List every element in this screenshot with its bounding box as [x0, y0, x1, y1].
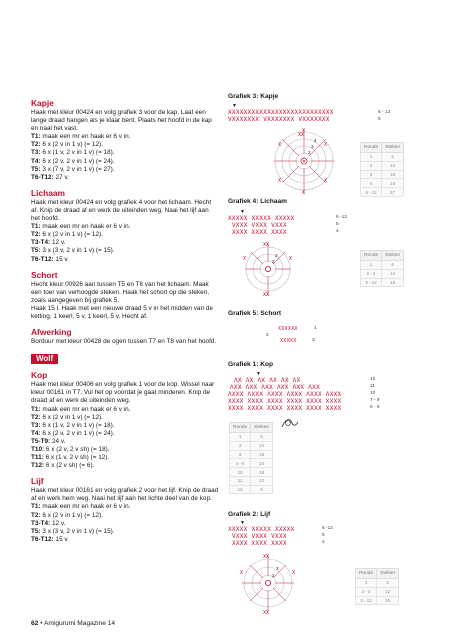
round-label: T3-T4:: [31, 239, 51, 247]
section-lichaam: [31, 188, 219, 264]
graph2-chart: [228, 522, 428, 552]
table-header-cell: Ronde: [361, 143, 382, 153]
round-label: T6-T12:: [31, 535, 54, 543]
table-row: [361, 161, 404, 170]
table-row: [361, 269, 404, 278]
graph3-title: Grafiek 3: Kapje: [228, 93, 279, 100]
graph4-round-diagram: [233, 238, 303, 300]
round-text: 6 x (2 v in 1 v) (= 12).: [40, 141, 103, 149]
round-text: 24 v.: [50, 437, 66, 445]
table-row: [356, 596, 399, 605]
table-cell: 5 - 12: [361, 188, 382, 197]
svg-text:XX: XX: [298, 132, 305, 138]
table-row: [361, 170, 404, 179]
graph5-left-num: 2: [266, 333, 269, 338]
svg-text:3: 3: [276, 566, 279, 571]
graph3-round-table: [360, 142, 404, 197]
svg-text:X: X: [289, 256, 293, 262]
round-text: 3 x (3 v, 2 v in 1 v) (= 15).: [40, 247, 115, 255]
section-lijf: [31, 476, 219, 544]
svg-text:X: X: [278, 178, 282, 184]
graph1-row2-num: 11: [370, 384, 375, 389]
section-title-lijf: Lijf: [31, 476, 44, 487]
graph2-row3-num: 4: [322, 540, 325, 545]
round-row: [31, 223, 219, 231]
page-footer: [31, 620, 115, 627]
table-row: [356, 579, 399, 588]
round-label: T5-T9:: [31, 437, 51, 445]
table-header-cell: Ronde: [356, 569, 377, 579]
table-header-cell: Steken: [251, 423, 273, 433]
table-cell: 12: [382, 269, 404, 278]
graph2-round-table: [355, 568, 399, 605]
table-row: [361, 153, 404, 162]
table-cell: 1: [356, 579, 377, 588]
table-row: [230, 476, 273, 485]
table-cell: 12: [377, 587, 399, 596]
table-cell: 18: [382, 170, 404, 179]
table-cell: 10: [230, 468, 251, 477]
table-header-cell: Ronde: [361, 251, 382, 261]
round-row: [31, 231, 219, 239]
round-text: 3 x (3 v, 2 v in 1 v) (= 15).: [40, 527, 115, 535]
graph1-row5-num: 5 - 6: [370, 405, 380, 410]
table-cell: 12: [382, 161, 404, 170]
round-row: [31, 406, 219, 414]
table-row: [230, 433, 273, 442]
table-header-row: [361, 251, 404, 261]
wolf-banner: Wolf: [31, 354, 58, 364]
schort-body: Haak 15 l. Haak met een nieuwe draad 5 v in het midden van de ketting, 1 keerl, 5 v, 1 keerl, 5 v. Hecht af.: [31, 304, 213, 320]
svg-text:X: X: [278, 142, 282, 148]
section-kop: [31, 370, 219, 470]
graph4-row3: XXXX XXXX XXXX: [232, 229, 287, 236]
graph3-round-diagram: [262, 124, 346, 198]
round-text: 6 x (1 v, 2 v in 1 v) (= 18).: [40, 149, 115, 157]
round-text: 6 x (2 v sh) (= 6).: [44, 462, 95, 470]
section-afwerking: [31, 327, 219, 346]
round-text: 27 v.: [53, 173, 69, 181]
table-cell: 1: [361, 153, 382, 162]
svg-text:X: X: [302, 190, 306, 196]
section-title-lichaam: Lichaam: [31, 187, 65, 198]
graph1-row5: XXXX XXXX XXXX XXXX XXXX XXXX: [228, 405, 342, 412]
section-schort: [31, 270, 219, 321]
table-cell: 2: [361, 161, 382, 170]
table-row: [361, 278, 404, 287]
table-cell: 24: [251, 459, 273, 468]
table-row: [361, 188, 404, 197]
graph5-chart: [266, 326, 336, 350]
graph1-row1: ΛX ΛX ΛX ΛX ΛX ΛX: [234, 377, 301, 384]
graph4-title: Grafiek 4: Lichaam: [228, 198, 288, 205]
arrow-down-icon: ▼: [240, 520, 245, 526]
graph5-row2: XXXXX: [280, 338, 297, 344]
table-cell: 3: [361, 170, 382, 179]
table-cell: 6: [251, 433, 273, 442]
svg-text:XX: XX: [263, 610, 270, 616]
table-cell: 24: [382, 179, 404, 188]
table-row: [230, 441, 273, 450]
round-text: maak een mr en haak er 6 v in.: [40, 133, 131, 141]
round-label: T5:: [31, 165, 41, 173]
graph5-row2-num: 3: [312, 338, 315, 343]
round-label: T6-T12:: [31, 255, 54, 263]
round-label: T1:: [31, 503, 41, 511]
round-label: T3:: [31, 149, 41, 157]
round-row: [31, 512, 219, 520]
lijf-rounds: [31, 503, 219, 543]
graph4-chart: [228, 209, 428, 239]
graph3-row2-num: 5: [378, 117, 381, 122]
round-text: 6 x (2 v, 2 v in 1 v) (= 24).: [40, 429, 115, 437]
section-kapje: [31, 98, 219, 182]
table-header-row: [356, 569, 399, 579]
graph5-title: Grafiek 5: Schort: [228, 310, 282, 317]
afwerking-intro: Borduur met kleur 00428 de ogen tussen T7 en T8 van het hoofd.: [31, 338, 217, 346]
graph3-row2: VXXXXXXX VXXXXXXX VXXXXXXX: [228, 116, 330, 123]
svg-text:4: 4: [314, 138, 317, 143]
svg-text:XX: XX: [263, 242, 270, 248]
table-cell: 2 - 4: [356, 587, 377, 596]
graph2-row2-num: 5: [322, 533, 325, 538]
round-label: T5:: [31, 527, 41, 535]
section-title-kop: Kop: [31, 370, 48, 381]
graph1-row4-num: 7 - 9: [370, 398, 380, 403]
round-label: T4:: [31, 429, 41, 437]
round-text: 12 v.: [50, 519, 66, 527]
graph4-row1: XXXXX XXXXX XXXXX: [228, 215, 295, 222]
svg-text:3: 3: [275, 253, 278, 258]
round-label: T1:: [31, 223, 41, 231]
table-cell: 12: [251, 476, 273, 485]
graph1-row3: ΛXXX ΛXXX ΛXXX ΛXXX ΛXXX ΛXXX: [228, 391, 342, 398]
round-label: T10:: [31, 446, 45, 453]
graph1-row4: XXXX XXXX XXXX XXXX XXXX XXXX: [228, 398, 342, 405]
table-cell: 4: [361, 179, 382, 188]
table-cell: 5 - 12: [356, 596, 377, 605]
table-cell: 15: [382, 278, 404, 287]
table-cell: 3: [230, 450, 251, 459]
table-header-cell: Steken: [382, 143, 404, 153]
round-label: T2:: [31, 231, 41, 239]
graph1-chart: [228, 371, 428, 416]
graph5-row1: XXXXXX: [278, 326, 298, 332]
round-label: T1:: [31, 405, 41, 413]
section-title-afwerking: Afwerking: [31, 327, 72, 338]
table-header-cell: Steken: [377, 569, 399, 579]
svg-text:X: X: [292, 570, 296, 576]
instructions-column: [31, 98, 219, 550]
kop-rounds: [31, 406, 219, 471]
round-row: [31, 239, 219, 247]
table-cell: 18: [251, 468, 273, 477]
round-row: [31, 528, 219, 536]
section-title-kapje: Kapje: [31, 98, 54, 108]
table-row: [230, 468, 273, 477]
table-cell: 6: [382, 153, 404, 162]
round-row: [31, 174, 219, 182]
table-header-row: [230, 423, 273, 433]
round-row: [31, 446, 219, 454]
round-row: [31, 414, 219, 422]
round-text: 12 v.: [50, 239, 66, 247]
table-cell: 1: [361, 261, 382, 270]
round-label: T11:: [31, 454, 44, 462]
page-number: 62: [31, 620, 39, 627]
graph4-row3-num: 4: [336, 229, 339, 234]
graph4-row2: VXXX VXXX VXXX: [232, 222, 287, 229]
graph4-row2-num: 5: [336, 222, 339, 227]
round-text: 6 x (1 v, 2 v in 1 v) (= 18).: [40, 421, 115, 429]
round-label: T4:: [31, 157, 41, 165]
round-row: [31, 141, 219, 149]
round-row: [31, 149, 219, 157]
graph2-row1: XXXXX XXXXX XXXXX: [228, 526, 295, 533]
round-label: T2:: [31, 413, 41, 421]
round-row: [31, 430, 219, 438]
round-text: 6 x (2 v, 2 v in 1 v) (= 24).: [40, 157, 115, 165]
graph1-row1-num: 12: [370, 377, 376, 382]
graph1-row3-num: 10: [370, 391, 376, 396]
arrow-down-icon: ▼: [256, 371, 261, 377]
section-title-schort: Schort: [31, 269, 58, 280]
graph2-row2: VXXX VXXX VXXX: [232, 533, 287, 540]
svg-text:X: X: [240, 570, 244, 576]
round-text: 6 x (2 v, 2 v sh) (= 18).: [44, 446, 110, 453]
table-cell: 6: [382, 261, 404, 270]
graph2-row3: XXXX XXXX XXXX: [232, 540, 287, 547]
graph5-row1-num: 1: [314, 326, 317, 331]
round-text: 15 v.: [53, 535, 69, 543]
round-row: [31, 454, 219, 462]
round-row: [31, 166, 219, 174]
round-row: [31, 503, 219, 511]
round-text: maak een mr en haak er 6 v in.: [40, 405, 131, 413]
round-label: T2:: [31, 511, 41, 519]
graph4-round-table: [360, 250, 404, 287]
round-row: [31, 158, 219, 166]
table-cell: 6: [377, 579, 399, 588]
table-cell: 4 - 9: [230, 459, 251, 468]
svg-text:X: X: [243, 256, 247, 262]
round-row: [31, 438, 219, 446]
svg-text:X: X: [324, 178, 328, 184]
graph2-title: Grafiek 2: Lijf: [228, 511, 271, 518]
round-text: 15 v.: [53, 255, 69, 263]
graph2-round-diagram: [232, 550, 304, 616]
magazine-name: Amigurumi Magazine 14: [43, 620, 116, 627]
round-row: [31, 422, 219, 430]
graph3-row1: XXXXXXXXXXXXXXXXXXXXXXXXXXX: [228, 109, 334, 116]
round-row: [31, 256, 219, 264]
table-row: [361, 179, 404, 188]
table-header-row: [361, 143, 404, 153]
arrow-down-icon: ▼: [232, 103, 237, 109]
graph1-title: Grafiek 1: Kop: [228, 361, 274, 368]
graph2-row1-num: 6 -12: [322, 526, 333, 531]
kop-intro: Haak met kleur 00406 en volg grafiek 1 voor de kop. Wissel naar kleur 00161 in T7. Vul het op voordat je gaat minderen. Knip de draad af en werk de uiteinden weg.: [31, 381, 215, 405]
table-row: [230, 485, 273, 494]
kapje-rounds: [31, 133, 219, 182]
round-row: [31, 462, 219, 470]
table-row: [230, 450, 273, 459]
round-label: T2:: [31, 141, 41, 149]
round-text: 3 x (7 v, 2 v in 1 v) (= 27).: [40, 165, 115, 173]
round-text: 6 x (2 v in 1 v) (= 12).: [40, 413, 103, 421]
lichaam-rounds: [31, 223, 219, 263]
round-row: [31, 133, 219, 141]
table-cell: 2: [230, 441, 251, 450]
round-label: T6-T12:: [31, 173, 54, 181]
footer-bullet: •: [40, 620, 43, 627]
graph1-round-table: [229, 422, 273, 494]
table-cell: 12: [230, 485, 251, 494]
crochet-hook-icon: [280, 416, 302, 430]
table-cell: 27: [382, 188, 404, 197]
round-text: maak een mr en haak er 6 v in.: [40, 503, 131, 511]
round-row: [31, 536, 219, 544]
round-label: T3:: [31, 421, 41, 429]
svg-text:X: X: [324, 142, 328, 148]
table-header-cell: Steken: [382, 251, 404, 261]
round-text: 6 x (2 v in 1 v) (= 12).: [40, 511, 103, 519]
svg-text:2: 2: [272, 259, 275, 264]
round-label: T3-T4:: [31, 519, 51, 527]
round-row: [31, 247, 219, 255]
round-text: 6 x (1 v, 2 v sh) (= 12).: [43, 454, 110, 462]
round-row: [31, 520, 219, 528]
table-row: [361, 261, 404, 270]
svg-text:XX: XX: [263, 292, 270, 298]
round-text: maak een mr en haak er 6 v in.: [40, 223, 131, 231]
table-cell: 5 - 12: [361, 278, 382, 287]
table-cell: 11: [230, 476, 251, 485]
kapje-intro: Haak met kleur 00424 en volg grafiek 3 voor de kap. Laat een lange draad hangen als je klaar bent. Plaats het hoofd in de kap en naai het vast.: [31, 109, 212, 133]
table-cell: 2 - 4: [361, 269, 382, 278]
table-cell: 18: [251, 450, 273, 459]
table-header-cell: Ronde: [230, 423, 251, 433]
svg-text:2: 2: [272, 573, 275, 578]
table-cell: 15: [377, 596, 399, 605]
schort-intro: Hecht kleur 00926 aan tussen T5 en T6 van het lichaam. Maak een toer van verhoogde steken. Haak het schort op die steken, zoals aangegeven bij grafiek 5.: [31, 280, 209, 304]
table-cell: 12: [251, 441, 273, 450]
graph1-row2: ΛXX ΛXX ΛXX ΛXX ΛXX ΛXX: [230, 384, 320, 391]
svg-text:X: X: [302, 128, 306, 134]
table-cell: 1: [230, 433, 251, 442]
round-label: T1:: [31, 133, 41, 141]
round-text: 6 x (2 v in 1 v) (= 12).: [40, 231, 103, 239]
round-label: T5:: [31, 247, 41, 255]
table-cell: 6: [251, 485, 273, 494]
lichaam-intro: Haak met kleur 00424 en volg grafiek 4 voor het lichaam. Hecht af. Knip de draad af en werk de uiteinden weg. Naai het lijf aan het hoofd.: [31, 198, 212, 223]
svg-text:XX: XX: [263, 554, 270, 560]
table-row: [230, 459, 273, 468]
table-row: [356, 587, 399, 596]
round-label: T12:: [31, 462, 45, 470]
graph3-row1-num: 6 - 12: [378, 110, 391, 115]
graph4-row1-num: 6 -12: [336, 215, 347, 220]
arrow-down-icon: ▼: [240, 209, 245, 215]
svg-text:2: 2: [308, 150, 311, 155]
lijf-intro: Haak met kleur 00161 en volg grafiek 2 voor het lijf. Knip de draad af en werk hem weg. Naai het lijf aan het lichte deel van de kop.: [31, 487, 219, 503]
svg-text:3: 3: [311, 144, 314, 149]
